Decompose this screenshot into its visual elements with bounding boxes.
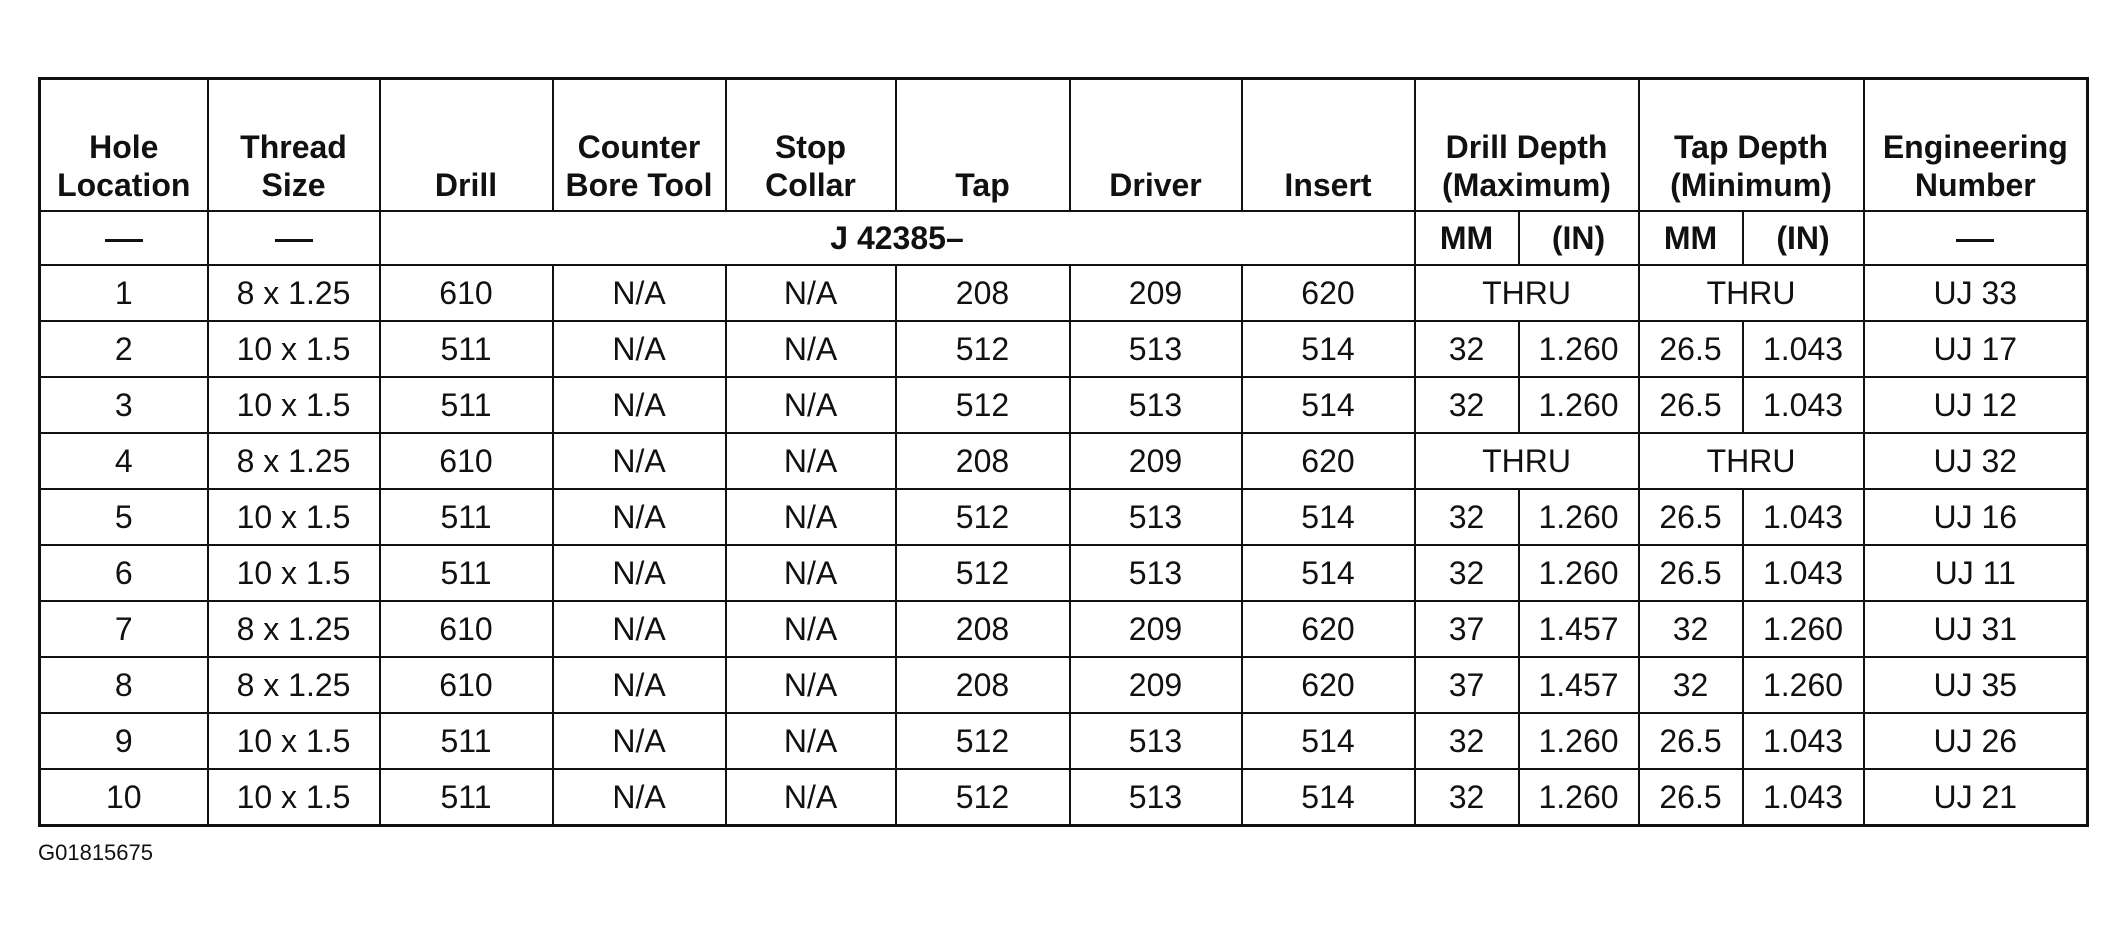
cell-stop-collar: N/A xyxy=(726,265,896,321)
cell-hole-location: 8 xyxy=(40,657,208,713)
cell-engineering-number: UJ 26 xyxy=(1864,713,2088,769)
cell-thread-size: 10 x 1.5 xyxy=(208,713,380,769)
cell-drill-depth-in: 1.260 xyxy=(1519,489,1639,545)
cell-hole-location: 7 xyxy=(40,601,208,657)
header-driver: Driver xyxy=(1070,79,1242,212)
header-counter-bore-tool: Counter Bore Tool xyxy=(553,79,726,212)
header-hole-location: Hole Location xyxy=(40,79,208,212)
cell-thread-size: 8 x 1.25 xyxy=(208,601,380,657)
table-row xyxy=(40,433,2088,489)
cell-drill-depth-mm: 32 xyxy=(1415,713,1519,769)
cell-engineering-number: UJ 35 xyxy=(1864,657,2088,713)
cell-stop-collar: N/A xyxy=(726,377,896,433)
header-row xyxy=(40,79,2088,212)
header-drill-depth: Drill Depth (Maximum) xyxy=(1415,79,1639,212)
cell-insert: 514 xyxy=(1242,769,1415,826)
cell-hole-location: 10 xyxy=(40,769,208,826)
cell-drill-depth-in: 1.260 xyxy=(1519,545,1639,601)
subheader-tap-in: (IN) xyxy=(1743,211,1864,265)
cell-hole-location: 1 xyxy=(40,265,208,321)
cell-thread-size: 10 x 1.5 xyxy=(208,545,380,601)
cell-tap-depth-in: 1.043 xyxy=(1743,489,1864,545)
cell-tap-depth-mm: 26.5 xyxy=(1639,545,1743,601)
cell-hole-location: 5 xyxy=(40,489,208,545)
table-body xyxy=(40,265,2088,826)
subheader-thread-dash xyxy=(208,211,380,265)
cell-tap-depth-mm: 32 xyxy=(1639,601,1743,657)
cell-tap: 512 xyxy=(896,489,1070,545)
cell-insert: 620 xyxy=(1242,265,1415,321)
cell-insert: 514 xyxy=(1242,377,1415,433)
cell-stop-collar: N/A xyxy=(726,321,896,377)
cell-insert: 514 xyxy=(1242,545,1415,601)
header-insert: Insert xyxy=(1242,79,1415,212)
cell-drill-depth-mm: 37 xyxy=(1415,657,1519,713)
cell-stop-collar: N/A xyxy=(726,657,896,713)
cell-driver: 513 xyxy=(1070,321,1242,377)
cell-driver: 513 xyxy=(1070,769,1242,826)
table-row xyxy=(40,657,2088,713)
subheader-drill-in: (IN) xyxy=(1519,211,1639,265)
subheader-tool-prefix: J 42385– xyxy=(380,211,1415,265)
cell-tap-depth-in: 1.043 xyxy=(1743,713,1864,769)
cell-tap-depth-thru: THRU xyxy=(1639,433,1864,489)
table-row xyxy=(40,489,2088,545)
cell-drill-depth-in: 1.457 xyxy=(1519,601,1639,657)
table-row xyxy=(40,713,2088,769)
cell-thread-size: 10 x 1.5 xyxy=(208,489,380,545)
header-drill: Drill xyxy=(380,79,553,212)
cell-driver: 513 xyxy=(1070,377,1242,433)
dash-mark xyxy=(105,239,143,242)
cell-stop-collar: N/A xyxy=(726,601,896,657)
cell-drill-depth-thru: THRU xyxy=(1415,433,1639,489)
cell-tap: 208 xyxy=(896,433,1070,489)
header-engineering-number: Engineering Number xyxy=(1864,79,2088,212)
cell-tap: 512 xyxy=(896,713,1070,769)
cell-tap-depth-in: 1.043 xyxy=(1743,377,1864,433)
header-stop-collar: Stop Collar xyxy=(726,79,896,212)
cell-thread-size: 8 x 1.25 xyxy=(208,657,380,713)
cell-driver: 209 xyxy=(1070,433,1242,489)
subheader-drill-mm: MM xyxy=(1415,211,1519,265)
cell-engineering-number: UJ 16 xyxy=(1864,489,2088,545)
cell-tap-depth-mm: 26.5 xyxy=(1639,489,1743,545)
cell-counter-bore-tool: N/A xyxy=(553,545,726,601)
cell-insert: 514 xyxy=(1242,713,1415,769)
subheader-hole-dash xyxy=(40,211,208,265)
cell-drill: 610 xyxy=(380,433,553,489)
cell-thread-size: 10 x 1.5 xyxy=(208,377,380,433)
cell-drill-depth-mm: 37 xyxy=(1415,601,1519,657)
header-thread-size: Thread Size xyxy=(208,79,380,212)
cell-thread-size: 10 x 1.5 xyxy=(208,321,380,377)
cell-counter-bore-tool: N/A xyxy=(553,377,726,433)
cell-drill-depth-in: 1.457 xyxy=(1519,657,1639,713)
cell-engineering-number: UJ 33 xyxy=(1864,265,2088,321)
cell-drill: 511 xyxy=(380,321,553,377)
cell-insert: 620 xyxy=(1242,657,1415,713)
cell-tap: 512 xyxy=(896,545,1070,601)
cell-tap: 208 xyxy=(896,601,1070,657)
cell-driver: 209 xyxy=(1070,601,1242,657)
cell-counter-bore-tool: N/A xyxy=(553,433,726,489)
cell-drill-depth-mm: 32 xyxy=(1415,321,1519,377)
cell-thread-size: 8 x 1.25 xyxy=(208,433,380,489)
table-row xyxy=(40,321,2088,377)
dash-mark xyxy=(275,239,313,242)
cell-tap: 512 xyxy=(896,321,1070,377)
cell-counter-bore-tool: N/A xyxy=(553,769,726,826)
cell-tap-depth-thru: THRU xyxy=(1639,265,1864,321)
cell-drill: 610 xyxy=(380,265,553,321)
cell-drill: 511 xyxy=(380,713,553,769)
table-row xyxy=(40,377,2088,433)
cell-hole-location: 3 xyxy=(40,377,208,433)
cell-counter-bore-tool: N/A xyxy=(553,321,726,377)
cell-counter-bore-tool: N/A xyxy=(553,713,726,769)
header-tap: Tap xyxy=(896,79,1070,212)
cell-engineering-number: UJ 32 xyxy=(1864,433,2088,489)
cell-stop-collar: N/A xyxy=(726,489,896,545)
cell-drill-depth-mm: 32 xyxy=(1415,377,1519,433)
cell-drill-depth-in: 1.260 xyxy=(1519,713,1639,769)
cell-drill-depth-mm: 32 xyxy=(1415,489,1519,545)
cell-counter-bore-tool: N/A xyxy=(553,265,726,321)
cell-stop-collar: N/A xyxy=(726,769,896,826)
table-row xyxy=(40,769,2088,826)
cell-insert: 514 xyxy=(1242,489,1415,545)
cell-insert: 620 xyxy=(1242,433,1415,489)
cell-thread-size: 8 x 1.25 xyxy=(208,265,380,321)
cell-tap-depth-mm: 26.5 xyxy=(1639,377,1743,433)
cell-drill: 610 xyxy=(380,601,553,657)
cell-thread-size: 10 x 1.5 xyxy=(208,769,380,826)
cell-engineering-number: UJ 31 xyxy=(1864,601,2088,657)
cell-engineering-number: UJ 12 xyxy=(1864,377,2088,433)
cell-hole-location: 2 xyxy=(40,321,208,377)
cell-engineering-number: UJ 21 xyxy=(1864,769,2088,826)
cell-tap-depth-in: 1.260 xyxy=(1743,657,1864,713)
spec-table-container xyxy=(38,77,2086,827)
cell-tap: 512 xyxy=(896,377,1070,433)
cell-stop-collar: N/A xyxy=(726,713,896,769)
thread-repair-spec-table xyxy=(38,77,2089,827)
cell-tap-depth-mm: 26.5 xyxy=(1639,769,1743,826)
cell-engineering-number: UJ 17 xyxy=(1864,321,2088,377)
cell-tap-depth-in: 1.043 xyxy=(1743,545,1864,601)
cell-stop-collar: N/A xyxy=(726,433,896,489)
cell-drill: 511 xyxy=(380,769,553,826)
subheader-row xyxy=(40,211,2088,265)
cell-driver: 209 xyxy=(1070,657,1242,713)
cell-driver: 209 xyxy=(1070,265,1242,321)
cell-tap-depth-in: 1.043 xyxy=(1743,769,1864,826)
cell-drill-depth-in: 1.260 xyxy=(1519,321,1639,377)
cell-tap: 208 xyxy=(896,657,1070,713)
cell-hole-location: 4 xyxy=(40,433,208,489)
cell-driver: 513 xyxy=(1070,545,1242,601)
cell-tap-depth-in: 1.043 xyxy=(1743,321,1864,377)
dash-mark xyxy=(1956,239,1994,242)
cell-drill: 511 xyxy=(380,545,553,601)
cell-insert: 620 xyxy=(1242,601,1415,657)
cell-hole-location: 6 xyxy=(40,545,208,601)
cell-drill-depth-thru: THRU xyxy=(1415,265,1639,321)
cell-tap: 512 xyxy=(896,769,1070,826)
cell-counter-bore-tool: N/A xyxy=(553,489,726,545)
cell-drill-depth-mm: 32 xyxy=(1415,545,1519,601)
cell-drill: 511 xyxy=(380,377,553,433)
cell-insert: 514 xyxy=(1242,321,1415,377)
cell-drill: 610 xyxy=(380,657,553,713)
cell-tap: 208 xyxy=(896,265,1070,321)
header-tap-depth: Tap Depth (Minimum) xyxy=(1639,79,1864,212)
cell-drill: 511 xyxy=(380,489,553,545)
cell-driver: 513 xyxy=(1070,713,1242,769)
cell-counter-bore-tool: N/A xyxy=(553,601,726,657)
cell-driver: 513 xyxy=(1070,489,1242,545)
cell-tap-depth-mm: 32 xyxy=(1639,657,1743,713)
table-row xyxy=(40,265,2088,321)
cell-counter-bore-tool: N/A xyxy=(553,657,726,713)
cell-drill-depth-mm: 32 xyxy=(1415,769,1519,826)
cell-tap-depth-mm: 26.5 xyxy=(1639,713,1743,769)
cell-tap-depth-in: 1.260 xyxy=(1743,601,1864,657)
table-row xyxy=(40,601,2088,657)
cell-hole-location: 9 xyxy=(40,713,208,769)
subheader-tap-mm: MM xyxy=(1639,211,1743,265)
cell-engineering-number: UJ 11 xyxy=(1864,545,2088,601)
table-row xyxy=(40,545,2088,601)
cell-drill-depth-in: 1.260 xyxy=(1519,769,1639,826)
cell-tap-depth-mm: 26.5 xyxy=(1639,321,1743,377)
figure-code: G01815675 xyxy=(38,840,153,865)
cell-drill-depth-in: 1.260 xyxy=(1519,377,1639,433)
subheader-engineering-dash xyxy=(1864,211,2088,265)
cell-stop-collar: N/A xyxy=(726,545,896,601)
